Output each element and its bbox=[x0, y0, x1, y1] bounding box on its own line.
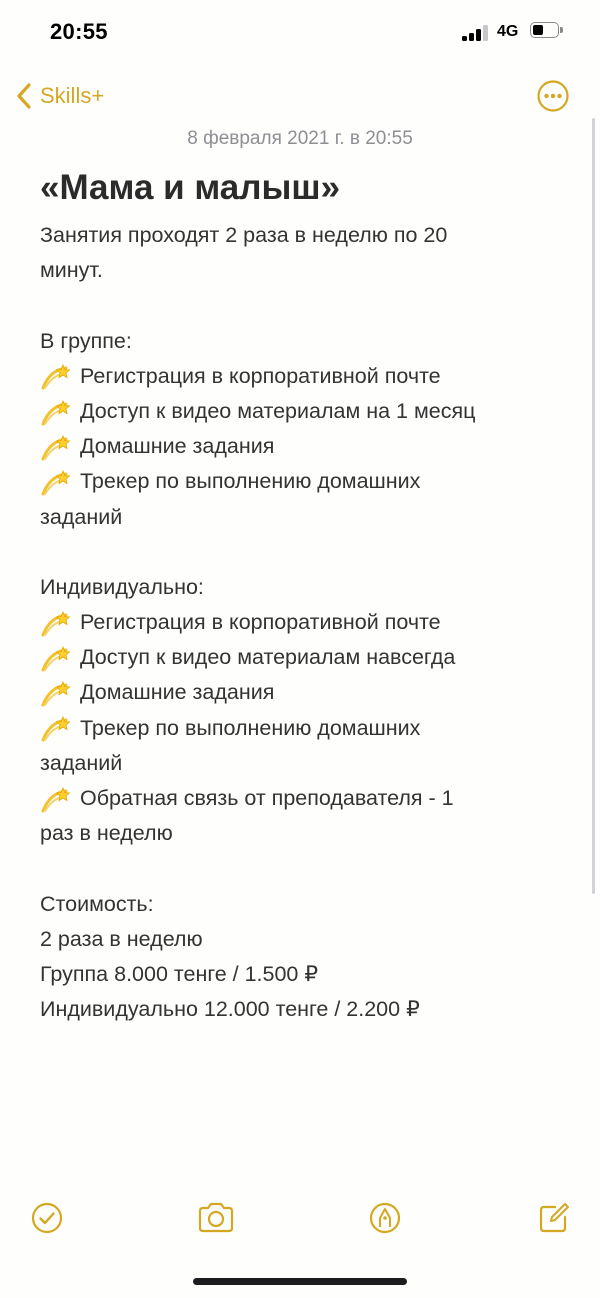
note-line bbox=[40, 816, 588, 851]
note-bullet-line bbox=[40, 605, 588, 640]
note-bullet-line bbox=[40, 394, 588, 429]
note-line bbox=[40, 253, 588, 288]
note-line-text: Регистрация в корпоративной почте bbox=[80, 363, 441, 388]
pen-circle-icon bbox=[368, 1201, 402, 1235]
note-line bbox=[40, 922, 588, 957]
camera-button[interactable] bbox=[194, 1196, 238, 1240]
checkmark-circle-icon bbox=[30, 1201, 64, 1235]
note-line-text: Индивидуально 12.000 тенге / 2.200 ₽ bbox=[40, 997, 420, 1022]
note-bullet-line bbox=[40, 781, 588, 816]
note-bullet-line bbox=[40, 675, 588, 710]
signal-bars-icon bbox=[462, 25, 490, 41]
dizzy-star-icon bbox=[40, 468, 72, 496]
note-bullet-line bbox=[40, 359, 588, 394]
note-line-text: В группе: bbox=[40, 328, 132, 353]
dizzy-star-icon bbox=[40, 679, 72, 707]
compose-icon bbox=[537, 1201, 571, 1235]
note-line bbox=[40, 851, 588, 886]
note-line bbox=[40, 218, 588, 253]
note-bullet-line bbox=[40, 711, 588, 746]
note-line-text: минут. bbox=[40, 258, 103, 283]
note-body[interactable] bbox=[40, 218, 588, 1027]
bottom-toolbar bbox=[0, 1196, 600, 1240]
note-line-text: Обратная связь от преподавателя - 1 bbox=[80, 786, 454, 810]
dizzy-star-icon bbox=[40, 362, 72, 390]
status-bar bbox=[0, 0, 600, 64]
note-line-text: Домашние задания bbox=[80, 680, 275, 705]
note-line bbox=[40, 992, 588, 1027]
camera-icon bbox=[196, 1201, 236, 1235]
home-indicator[interactable] bbox=[193, 1278, 407, 1285]
compose-button[interactable] bbox=[532, 1196, 576, 1240]
battery-icon bbox=[530, 22, 563, 40]
note-line-text: Занятия проходят 2 раза в неделю по 20 bbox=[40, 223, 448, 247]
back-label: Skills+ bbox=[40, 83, 105, 108]
note-bullet-line bbox=[40, 429, 588, 464]
back-button[interactable] bbox=[16, 78, 104, 114]
ellipsis-circle-icon bbox=[536, 79, 570, 113]
note-line bbox=[40, 570, 588, 605]
note-line-text: Трекер по выполнению домашних bbox=[80, 715, 421, 740]
note-line-text: Индивидуально: bbox=[40, 574, 204, 599]
note-line-text: Стоимость: bbox=[40, 891, 154, 916]
note-line-text: Группа 8.000 тенге / 1.500 ₽ bbox=[40, 961, 319, 986]
dizzy-star-icon bbox=[40, 609, 72, 637]
note-date: 8 февраля 2021 г. в 20:55 bbox=[187, 128, 413, 149]
note-line-text: 2 раза в неделю bbox=[40, 926, 203, 951]
note-line bbox=[40, 746, 588, 781]
checklist-button[interactable] bbox=[25, 1196, 69, 1240]
note-line-text: Трекер по выполнению домашних bbox=[80, 469, 421, 494]
note-line bbox=[40, 324, 588, 359]
note-line bbox=[40, 535, 588, 570]
note-line-text: Доступ к видео материалам навсегда bbox=[80, 645, 456, 670]
note-line bbox=[40, 887, 588, 922]
note-bullet-line bbox=[40, 640, 588, 675]
markup-button[interactable] bbox=[363, 1196, 407, 1240]
note-line-text: Регистрация в корпоративной почте bbox=[80, 610, 441, 635]
note-line-text: заданий bbox=[40, 504, 123, 529]
chevron-left-icon bbox=[16, 82, 32, 110]
dizzy-star-icon bbox=[40, 433, 72, 461]
dizzy-star-icon bbox=[40, 785, 72, 813]
nav-bar bbox=[0, 70, 600, 122]
dizzy-star-icon bbox=[40, 714, 72, 742]
network-type: 4G bbox=[497, 23, 519, 40]
dizzy-star-icon bbox=[40, 398, 72, 426]
note-bullet-line bbox=[40, 464, 588, 499]
note-line-text: Домашние задания bbox=[80, 434, 275, 459]
note-line bbox=[40, 288, 588, 323]
note-line-text: раз в неделю bbox=[40, 821, 173, 846]
note-line bbox=[40, 957, 588, 992]
dizzy-star-icon bbox=[40, 644, 72, 672]
note-line-text: заданий bbox=[40, 750, 123, 775]
note-line bbox=[40, 500, 588, 535]
note-title[interactable]: «Мама и малыш» bbox=[40, 168, 341, 207]
scrollbar[interactable] bbox=[592, 118, 595, 894]
status-time: 20:55 bbox=[50, 19, 108, 44]
more-button[interactable] bbox=[536, 79, 570, 113]
note-line-text: Доступ к видео материалам на 1 месяц bbox=[80, 398, 476, 423]
